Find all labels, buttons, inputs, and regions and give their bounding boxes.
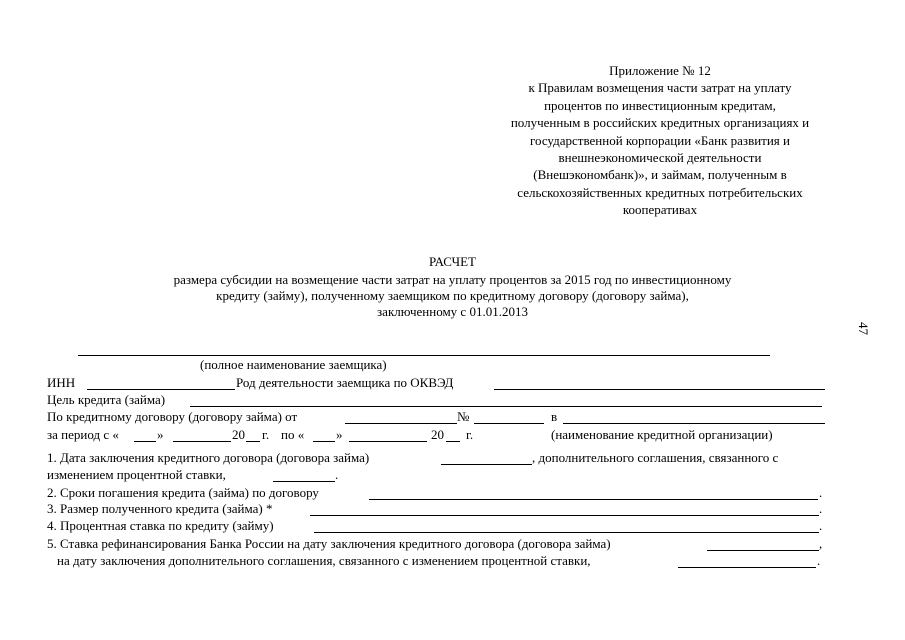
contract-number-label: № bbox=[457, 409, 470, 424]
item-2-field[interactable] bbox=[369, 499, 818, 500]
item-1-label: 1. Дата заключения кредитного договора (договора займа) bbox=[47, 450, 370, 465]
appendix-line: процентов по инвестиционным кредитам, bbox=[544, 97, 776, 113]
item-4-label: 4. Процентная ставка по кредиту (займу) bbox=[47, 518, 274, 533]
document-subtitle bbox=[40, 272, 865, 320]
period-to-day-field[interactable] bbox=[313, 441, 335, 442]
contract-number-field[interactable] bbox=[474, 423, 544, 424]
item-1-label-continued: , дополнительного соглашения, связанного с bbox=[532, 450, 779, 465]
appendix-line: сельскохозяйственных кредитных потребительских bbox=[517, 184, 803, 200]
item-3-field[interactable] bbox=[310, 515, 819, 516]
item-3-label: 3. Размер полученного кредита (займа) * bbox=[47, 501, 273, 516]
appendix-line: (Внешэкономбанк)», и займам, полученным в bbox=[533, 167, 787, 183]
contract-date-field[interactable] bbox=[345, 423, 457, 424]
item-5-label: 5. Ставка рефинансирования Банка России на дату заключения кредитного договора (договора займа) bbox=[47, 536, 611, 551]
appendix-line: полученным в российских кредитных организациях и bbox=[510, 115, 810, 131]
appendix-line: к Правилам возмещения части затрат на уплату bbox=[528, 80, 792, 96]
item-2-label: 2. Сроки погашения кредита (займа) по договору bbox=[47, 485, 319, 500]
subtitle-line: кредиту (займу), полученному заемщиком по кредитному договору (договору займа), bbox=[216, 288, 689, 303]
item-1-line2: изменением процентной ставки, bbox=[47, 467, 226, 482]
item-1-amendment-date-field[interactable] bbox=[273, 481, 335, 482]
subtitle-line: размера субсидии на возмещение части затрат на уплату процентов за 2015 год по инвестиционному bbox=[173, 272, 732, 287]
purpose-label: Цель кредита (займа) bbox=[47, 392, 166, 407]
subtitle-line: заключенному с 01.01.2013 bbox=[377, 304, 528, 319]
year-suffix: г. bbox=[262, 427, 270, 442]
item-5-contract-rate-field[interactable] bbox=[707, 550, 819, 551]
item-5-line2: на дату заключения дополнительного соглашения, связанного с изменением процентной ставки, bbox=[57, 553, 591, 568]
contract-label: По кредитному договору (договору займа) от bbox=[47, 409, 298, 424]
page-number: 47 bbox=[856, 322, 871, 335]
borrower-caption: (полное наименование заемщика) bbox=[200, 357, 387, 372]
year-prefix: 20 bbox=[232, 427, 245, 442]
inn-label: ИНН bbox=[47, 375, 76, 390]
year-suffix: г. bbox=[466, 427, 474, 442]
item-5-period: . bbox=[817, 553, 821, 568]
borrower-name-field[interactable] bbox=[78, 355, 770, 356]
inn-field[interactable] bbox=[87, 389, 235, 390]
item-4-field[interactable] bbox=[314, 532, 819, 533]
year-prefix: 20 bbox=[431, 427, 444, 442]
appendix-header bbox=[460, 62, 860, 219]
okved-label: Род деятельности заемщика по ОКВЭД bbox=[236, 375, 454, 390]
appendix-line: внешнеэкономической деятельности bbox=[558, 150, 762, 166]
period-to-label: по « bbox=[281, 427, 305, 442]
purpose-field[interactable] bbox=[190, 406, 822, 407]
item-5-amendment-rate-field[interactable] bbox=[678, 567, 816, 568]
bank-caption: (наименование кредитной организации) bbox=[551, 427, 773, 442]
period-to-year-field[interactable] bbox=[446, 441, 460, 442]
item-1-contract-date-field[interactable] bbox=[441, 464, 532, 465]
appendix-line: Приложение № 12 bbox=[609, 63, 711, 78]
quote-close: » bbox=[336, 427, 343, 442]
item-2-period: . bbox=[819, 485, 823, 500]
period-from-month-field[interactable] bbox=[173, 441, 231, 442]
item-4-period: . bbox=[819, 518, 823, 533]
period-from-year-field[interactable] bbox=[246, 441, 260, 442]
item-3-period: . bbox=[819, 501, 823, 516]
period-from-label: за период с « bbox=[47, 427, 119, 442]
okved-field[interactable] bbox=[494, 389, 825, 390]
appendix-line: кооперативах bbox=[622, 202, 698, 218]
contract-in-label: в bbox=[551, 409, 558, 424]
bank-name-field[interactable] bbox=[563, 423, 825, 424]
item-5-comma: , bbox=[819, 536, 823, 551]
period-to-month-field[interactable] bbox=[349, 441, 427, 442]
period-from-day-field[interactable] bbox=[134, 441, 156, 442]
appendix-line: государственной корпорации «Банк развития и bbox=[530, 132, 790, 148]
quote-close: » bbox=[157, 427, 164, 442]
document-title: РАСЧЕТ bbox=[429, 254, 476, 269]
item-1-period: . bbox=[335, 467, 339, 482]
